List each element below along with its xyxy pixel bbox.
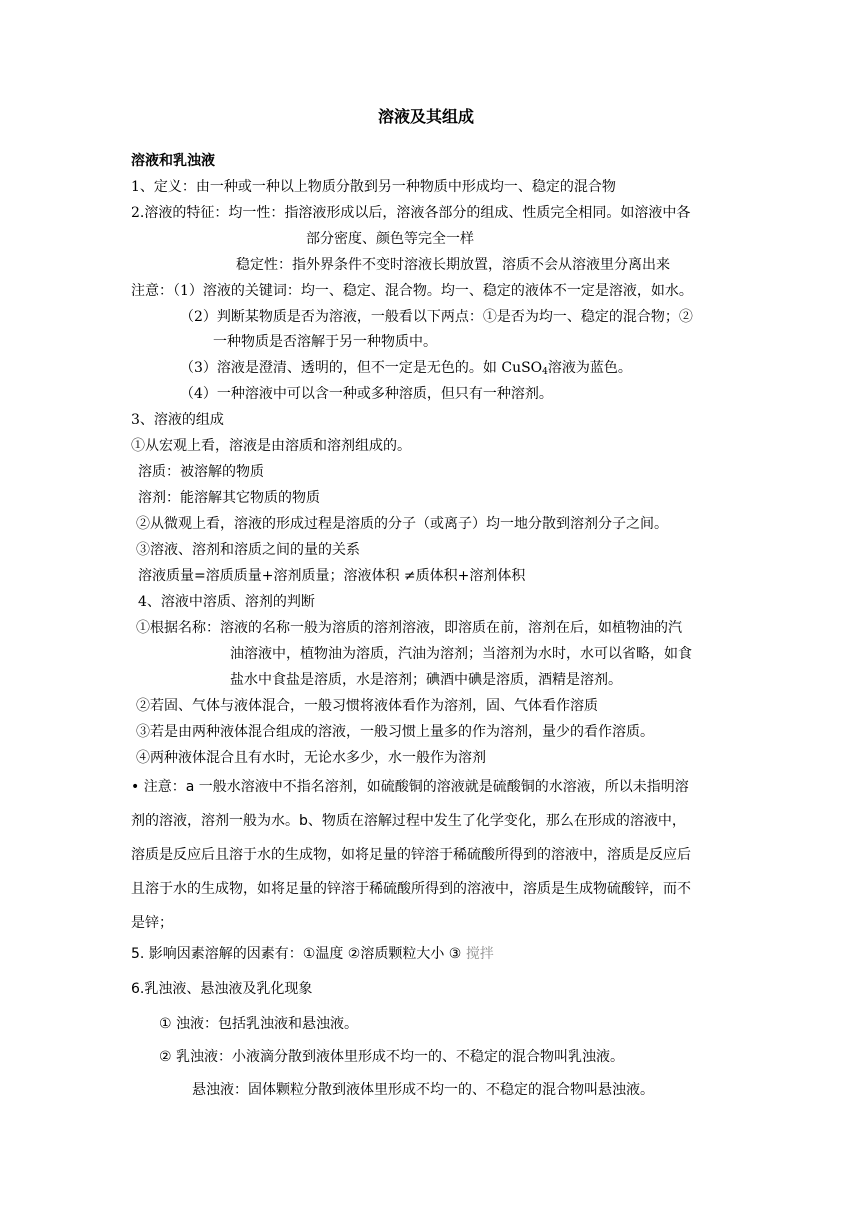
text-segment: （3）溶液是澄清、透明的，但不一定是无色的。如 CuSO — [180, 360, 543, 376]
text-line: 3、溶液的组成 — [131, 412, 224, 428]
text-line: 溶质：被溶解的物质 — [138, 464, 264, 480]
text-line: （4）一种溶液中可以含一种或多种溶质，但只有一种溶剂。 — [180, 386, 553, 402]
note-line: 是锌； — [131, 915, 173, 931]
stir-label: 搅拌 — [465, 946, 494, 962]
text-segment: 溶液为蓝色。 — [547, 360, 632, 376]
note-line: 且溶于水的生成物，如将足量的锌溶于稀硫酸所得到的溶液中，溶质是生成物硫酸锌，而不 — [131, 881, 691, 897]
note-line: 溶质是反应后且溶于水的生成物，如将足量的锌溶于稀硫酸所得到的溶液中，溶质是反应后 — [131, 847, 691, 863]
text-line: ③溶液、溶剂和溶质之间的量的关系 — [136, 542, 360, 558]
text-line: ④两种液体混合且有水时，无论水多少，水一般作为溶剂 — [136, 750, 486, 766]
text-line: ①从宏观上看，溶液是由溶质和溶剂组成的。 — [131, 438, 411, 454]
text-line: ③若是由两种液体混合组成的溶液，一般习惯上量多的作为溶剂，量少的看作溶质。 — [136, 724, 654, 740]
section-heading: 溶液和乳浊液 — [131, 153, 215, 169]
note-line: • 注意：a 一般水溶液中不指名溶剂，如硫酸铜的溶液就是硫酸铜的水溶液，所以未指明溶 — [131, 779, 689, 795]
text-line: ②从微观上看，溶液的形成过程是溶质的分子（或离子）均一地分散到溶剂分子之间。 — [136, 516, 668, 532]
text-line: 2.溶液的特征：均一性：指溶液形成以后，溶液各部分的组成、性质完全相同。如溶液中各 — [131, 205, 691, 221]
text-line: ①根据名称：溶液的名称一般为溶质的溶剂溶液，即溶质在前，溶剂在后，如植物油的汽 — [136, 620, 682, 636]
list-item: 悬浊液：固体颗粒分散到液体里形成不均一的、不稳定的混合物叫悬浊液。 — [192, 1082, 654, 1098]
section-heading-6: 6.乳浊液、悬浊液及乳化现象 — [131, 981, 313, 997]
note-line: 剂的溶液，溶剂一般为水。b、物质在溶解过程中发生了化学变化，那么在形成的溶液中， — [131, 813, 686, 829]
text-line: 稳定性：指外界条件不变时溶液长期放置，溶质不会从溶液里分离出来 — [236, 257, 670, 273]
text-line — [180, 359, 632, 377]
text-line: 溶液质量=溶质质量+溶剂质量；溶液体积 ≠质体积+溶剂体积 — [138, 568, 526, 584]
document-title: 溶液及其组成 — [378, 107, 475, 126]
text-line: 注意：（1）溶液的关键词：均一、稳定、混合物。均一、稳定的液体不一定是溶液，如水。 — [131, 283, 693, 299]
text-line: 溶剂：能溶解其它物质的物质 — [138, 490, 320, 506]
text-line: 4、溶液中溶质、溶剂的判断 — [138, 594, 315, 610]
list-item: ② 乳浊液：小液滴分散到液体里形成不均一的、不稳定的混合物叫乳浊液。 — [159, 1049, 624, 1065]
text-line: 油溶液中，植物油为溶质，汽油为溶剂；当溶剂为水时，水可以省略，如食 — [230, 646, 692, 662]
text-line: 部分密度、颜色等完全一样 — [306, 231, 474, 247]
text-line: 盐水中食盐是溶质，水是溶剂；碘酒中碘是溶质，酒精是溶剂。 — [230, 672, 622, 688]
list-item: ① 浊液：包括乳浊液和悬浊液。 — [159, 1016, 359, 1032]
factor-line — [131, 945, 494, 963]
text-line: ②若固、气体与液体混合，一般习惯将液体看作为溶剂，固、气体看作溶质 — [136, 698, 598, 714]
subscript: 4 — [542, 367, 548, 377]
text-line: （2）判断某物质是否为溶液，一般看以下两点：①是否为均一、稳定的混合物；② — [180, 309, 693, 325]
text-line: 1、定义：由一种或一种以上物质分散到另一种物质中形成均一、稳定的混合物 — [131, 179, 616, 195]
text-segment: 5. 影响因素溶解的因素有：①温度 ②溶质颗粒大小 ③ — [131, 946, 466, 962]
text-line: 一种物质是否溶解于另一种物质中。 — [213, 334, 437, 350]
